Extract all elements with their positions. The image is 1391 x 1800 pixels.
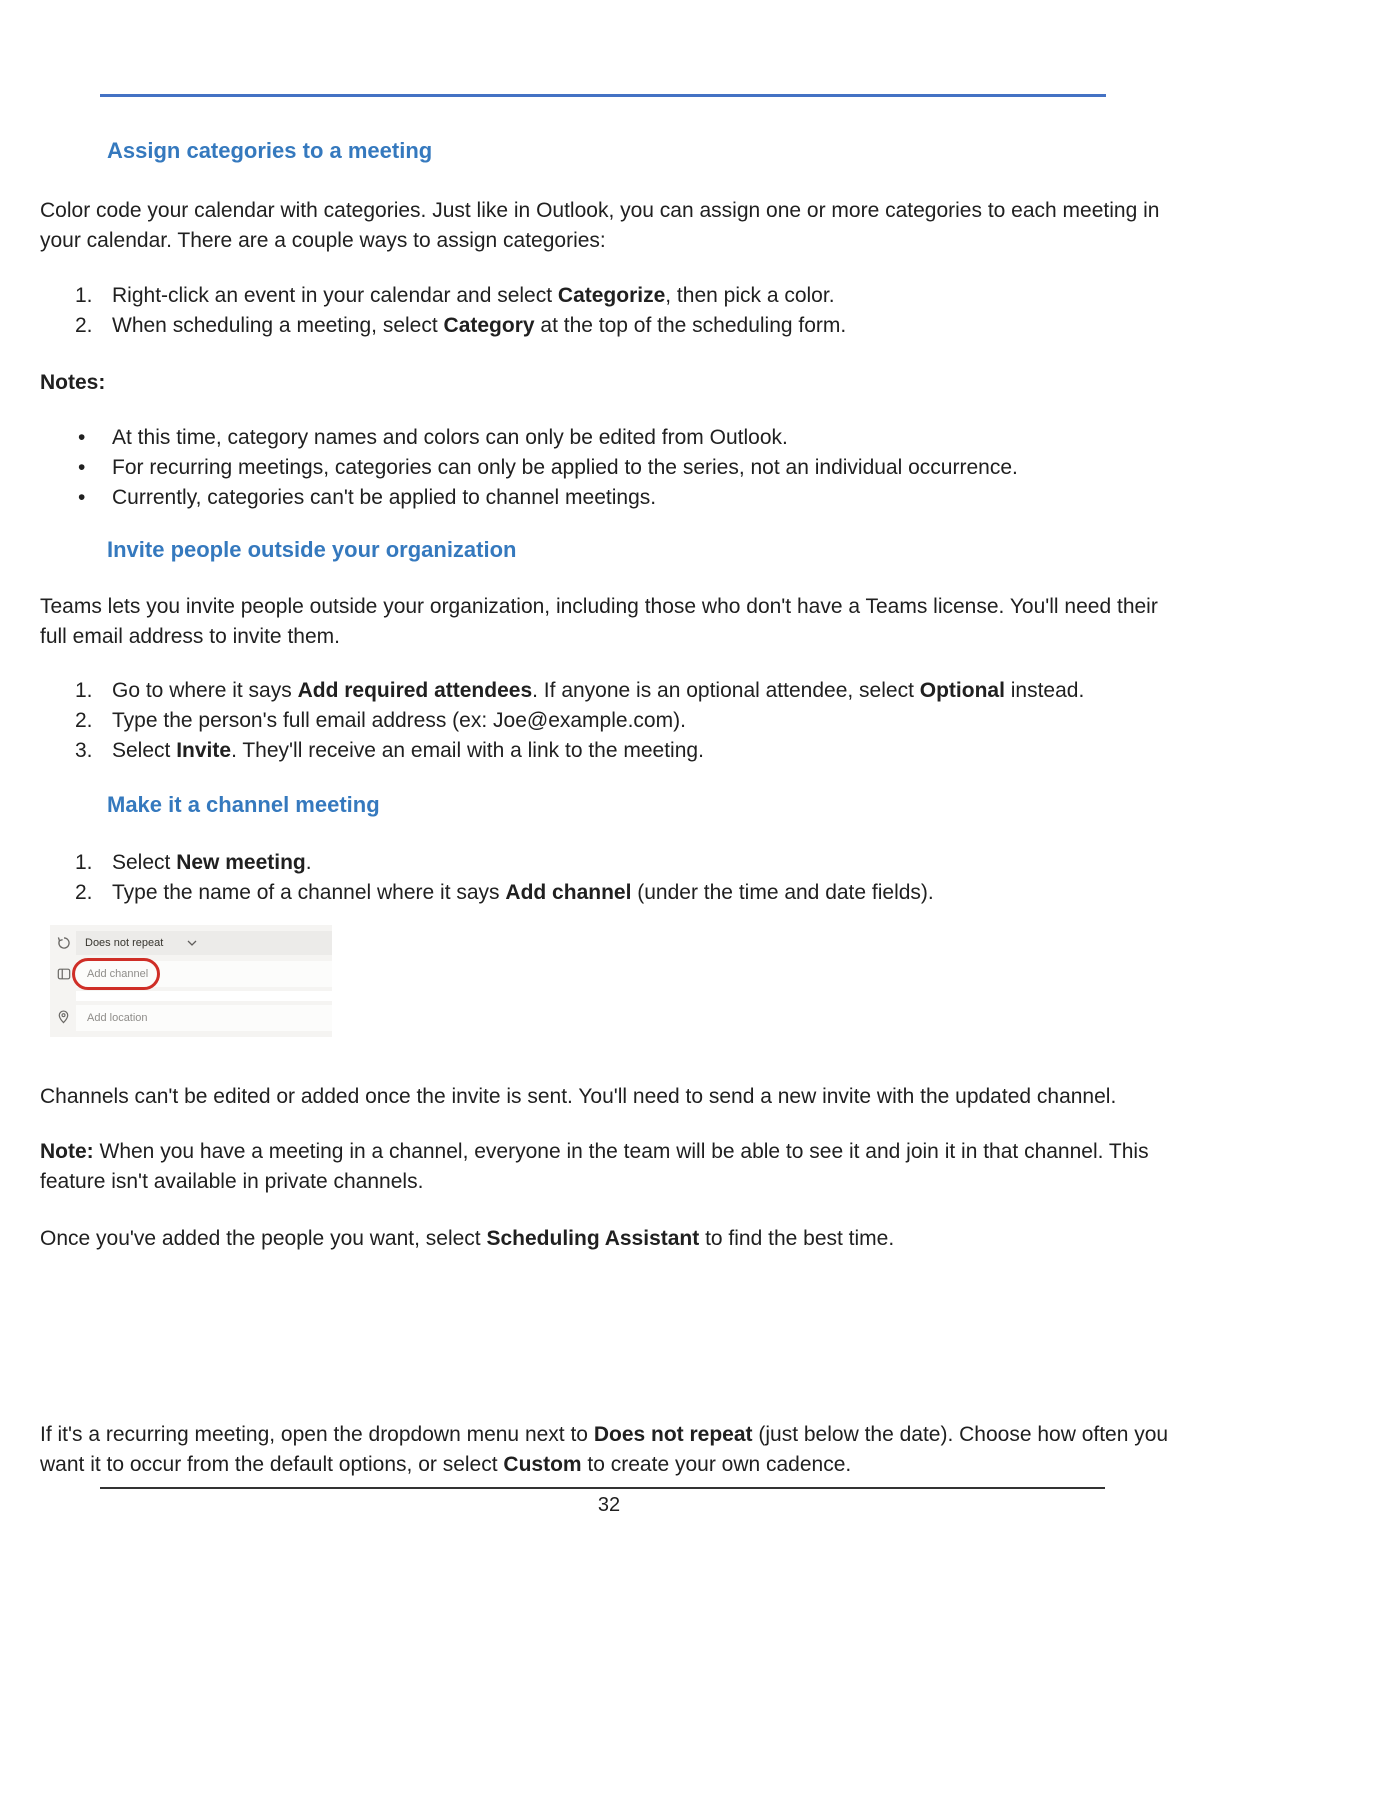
recurrence-icon [57, 936, 71, 950]
bold-text: Categorize [557, 284, 666, 307]
text-run: at the top of the scheduling form. [534, 314, 847, 337]
text-run: (under the time and date fields). [631, 881, 934, 904]
bullet-text: For recurring meetings, categories can only be applied to the series, not an individual occurrence. [112, 456, 1018, 479]
bold-text: Add channel [505, 881, 632, 904]
channel-icon [57, 967, 71, 981]
text-run: Once you've added the people you want, select [40, 1227, 487, 1250]
list-item [40, 878, 1178, 908]
list-item-text [112, 878, 1178, 908]
footer-rule [100, 1487, 1105, 1489]
bullet-list-notes [40, 423, 1178, 513]
page-content [40, 0, 1178, 1519]
text-run: . If anyone is an optional attendee, select [532, 679, 920, 702]
location-icon [57, 1010, 70, 1024]
text-run: . They'll receive an email with a link to the meeting. [231, 739, 704, 762]
add-location-input [76, 1005, 332, 1031]
list-number: 1. [75, 284, 93, 307]
list-item-text [112, 281, 1178, 311]
bold-text: Invite [176, 739, 232, 762]
list-number: 2. [75, 881, 93, 904]
text-run: instead. [1004, 679, 1085, 702]
bold-text: Category [443, 314, 535, 337]
bold-text: Optional [919, 679, 1005, 702]
screenshot-divider [76, 991, 332, 1001]
heading-assign-categories: Assign categories to a meeting [107, 138, 433, 163]
bold-text: Does not repeat [593, 1423, 753, 1446]
notes-label [40, 368, 1178, 398]
bullet-item [40, 423, 1178, 453]
paragraph-categories-intro: Color code your calendar with categories. Just like in Outlook, you can assign one or more categories to each meeting in your calendar. There are a couple ways to assign categories: [40, 199, 1160, 252]
bullet-item [40, 483, 1178, 513]
repeat-dropdown-value: Does not repeat [85, 936, 164, 949]
add-location-placeholder: Add location [87, 1011, 148, 1024]
heading-invite-outside: Invite people outside your organization [107, 537, 517, 562]
text-run: Type the name of a channel where it says [112, 881, 506, 904]
bullet-item [40, 453, 1178, 483]
bullet-marker: • [78, 456, 86, 479]
bold-text: Note: [40, 1140, 94, 1163]
text-run: Go to where it says [112, 679, 298, 702]
text-run: When you have a meeting in a channel, everyone in the team will be able to see it and join it in that channel. This feature isn't available in private channels. [40, 1140, 1149, 1193]
text-run: to find the best time. [699, 1227, 895, 1250]
bullet-marker: • [78, 426, 86, 449]
text-run: to create your own cadence. [581, 1453, 852, 1476]
chevron-down-icon [187, 940, 197, 946]
list-item-text [112, 736, 1178, 766]
bullet-text: Currently, categories can't be applied to channel meetings. [112, 486, 657, 509]
list-item-text [112, 706, 1178, 736]
numbered-list-channel [40, 848, 1178, 908]
list-number: 2. [75, 314, 93, 337]
list-number: 3. [75, 739, 93, 762]
bullet-marker: • [78, 486, 86, 509]
bold-text: Add required attendees [297, 679, 533, 702]
list-item [40, 281, 1178, 311]
list-item [40, 311, 1178, 341]
text-run: (just below the date). Choose how often you want it to occur from the default options, or select [40, 1423, 1169, 1476]
list-item [40, 848, 1178, 878]
list-item-text [112, 676, 1178, 706]
list-item [40, 736, 1178, 766]
text-run: . [305, 851, 312, 874]
paragraph-recurring [40, 1420, 1178, 1480]
text-run: Select [112, 739, 177, 762]
text-run: , then pick a color. [665, 284, 835, 307]
list-number: 2. [75, 709, 93, 732]
numbered-list-invite [40, 676, 1178, 766]
paragraph-invite-intro: Teams lets you invite people outside your organization, including those who don't have a Teams license. You'll need their full email address to invite them. [40, 595, 1158, 648]
list-item-text [112, 848, 1178, 878]
text-run: If it's a recurring meeting, open the dropdown menu next to [40, 1423, 594, 1446]
bold-text: Scheduling Assistant [486, 1227, 700, 1250]
numbered-list-categories [40, 281, 1178, 341]
bold-text: Custom [503, 1453, 582, 1476]
bold-text: New meeting [176, 851, 306, 874]
text-run: Type the person's full email address (ex: Joe@example.com). [112, 709, 686, 732]
text-run: Select [112, 851, 177, 874]
list-item [40, 706, 1178, 736]
list-number: 1. [75, 851, 93, 874]
text-run: When scheduling a meeting, select [112, 314, 444, 337]
paragraph-channel-edit: Channels can't be edited or added once the invite is sent. You'll need to send a new invite with the updated channel. [40, 1085, 1117, 1108]
list-item-text [112, 311, 1178, 341]
list-number: 1. [75, 679, 93, 702]
list-item [40, 676, 1178, 706]
add-channel-placeholder: Add channel [87, 967, 149, 980]
page-number: 32 [597, 1494, 621, 1516]
paragraph-scheduling-assistant [40, 1224, 1178, 1254]
heading-channel-meeting: Make it a channel meeting [107, 792, 380, 817]
bold-text: Notes: [40, 371, 106, 394]
text-run: Right-click an event in your calendar and select [112, 284, 558, 307]
embedded-screenshot-scheduling-form [50, 925, 332, 1037]
bullet-text: At this time, category names and colors can only be edited from Outlook. [112, 426, 788, 449]
paragraph-channel-note [40, 1137, 1178, 1197]
repeat-dropdown [76, 931, 332, 955]
red-circle-annotation [72, 958, 160, 990]
